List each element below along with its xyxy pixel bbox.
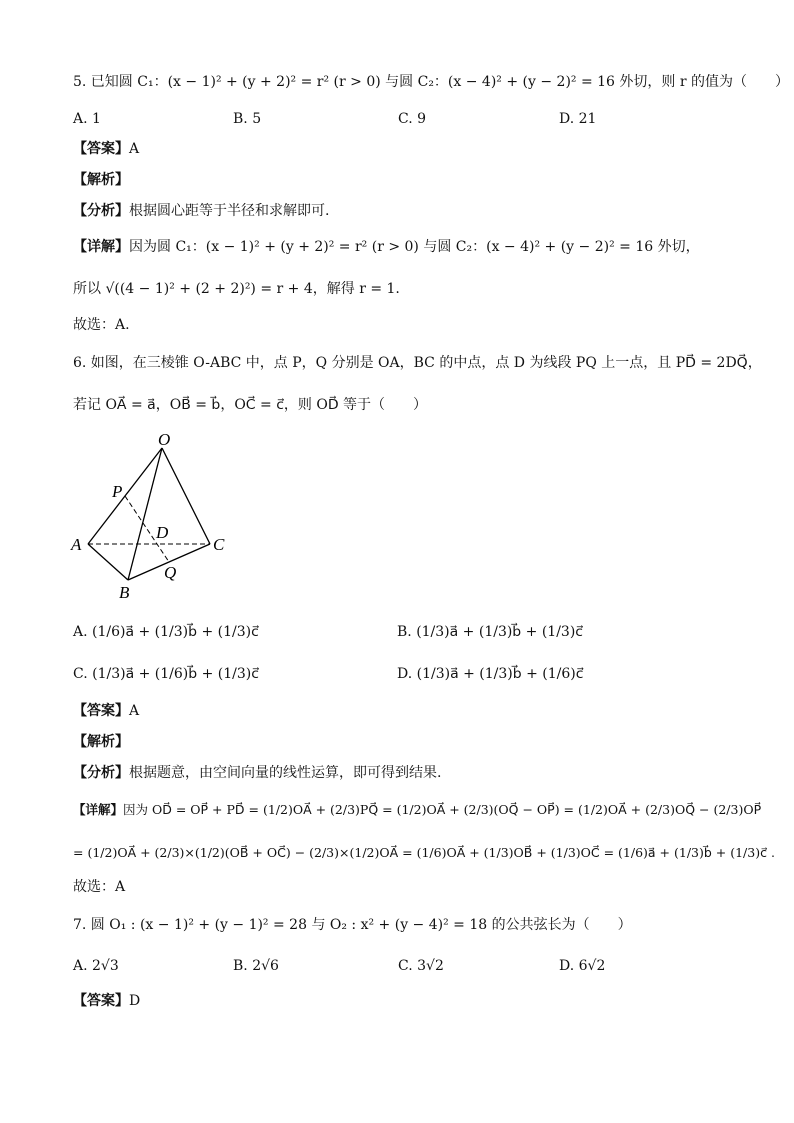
answer-tag: 【答案】 xyxy=(73,141,129,157)
q5-option-c: C. 9 xyxy=(398,111,427,127)
q6-fenxi-line xyxy=(73,763,441,783)
q5-stem: 5. 已知圆 C₁：(x − 1)² + (y + 2)² = r² (r > 0) 与圆 C₂：(x − 4)² + (y − 2)² = 16 外切，则 r 的值为（ ） xyxy=(73,74,790,90)
q6-option-a: A. (1/6)a⃗ + (1/3)b⃗ + (1/3)c⃗ xyxy=(73,624,259,640)
q5-fenxi-line xyxy=(73,201,329,221)
edge-ab xyxy=(88,544,128,580)
q7-option-b: B. 2√6 xyxy=(233,958,279,974)
q5-detail-line-1 xyxy=(73,237,700,257)
q5-answer: A xyxy=(129,141,140,157)
label-p: P xyxy=(112,482,123,501)
q6-option-d: D. (1/3)a⃗ + (1/3)b⃗ + (1/6)c⃗ xyxy=(397,666,584,682)
label-d: D xyxy=(156,523,169,542)
edge-ob xyxy=(128,448,162,580)
q6-option-b: B. (1/3)a⃗ + (1/3)b⃗ + (1/3)c⃗ xyxy=(397,624,583,640)
detail-tag: 【详解】 xyxy=(73,802,124,817)
detail-tag: 【详解】 xyxy=(73,239,129,255)
q5-answer-line xyxy=(73,139,139,159)
q5-option-a: A. 1 xyxy=(73,111,101,127)
q6-analysis-tag: 【解析】 xyxy=(73,734,129,750)
q6-answer-line xyxy=(73,701,139,721)
q7-answer-line xyxy=(73,991,140,1011)
fenxi-tag: 【分析】 xyxy=(73,203,129,219)
label-b: B xyxy=(119,583,130,602)
q5-detail-1: 因为圆 C₁：(x − 1)² + (y + 2)² = r² (r > 0) 与圆 C₂：(x − 4)² + (y − 2)² = 16 外切， xyxy=(129,239,700,255)
answer-tag: 【答案】 xyxy=(73,993,129,1009)
q5-detail-line-2: 所以 √((4 − 1)² + (2 + 2)²) = r + 4，解得 r = 1. xyxy=(73,281,400,297)
q6-detail-1: 因为 OD⃗ = OP⃗ + PD⃗ = (1/2)OA⃗ + (2/3)PQ⃗ = (1/2)OA⃗ + (2/3)(OQ⃗ − OP⃗) = (1/2)OA⃗ + (2/3)OQ⃗ − (2/3)OP⃗ xyxy=(123,802,762,817)
q7-option-a: A. 2√3 xyxy=(73,958,119,974)
q7-option-c: C. 3√2 xyxy=(398,958,444,974)
q6-fenxi: 根据题意，由空间向量的线性运算，即可得到结果. xyxy=(129,765,442,781)
q6-stem-1: 6. 如图，在三棱锥 O-ABC 中，点 P，Q 分别是 OA，BC 的中点，点 D 为线段 PQ 上一点，且 PD⃗ = 2DQ⃗， xyxy=(73,355,762,371)
q6-stem-2: 若记 OA⃗ = a⃗，OB⃗ = b⃗，OC⃗ = c⃗，则 OD⃗ 等于（ ） xyxy=(73,397,428,413)
q6-answer: A xyxy=(129,703,140,719)
q6-option-c: C. (1/3)a⃗ + (1/6)b⃗ + (1/3)c⃗ xyxy=(73,666,259,682)
label-o: O xyxy=(158,430,171,449)
fenxi-tag: 【分析】 xyxy=(73,765,129,781)
q5-option-b: B. 5 xyxy=(233,111,262,127)
q5-fenxi: 根据圆心距等于半径和求解即可. xyxy=(129,203,330,219)
q6-conclusion: 故选：A xyxy=(73,879,126,895)
label-q: Q xyxy=(164,563,177,582)
answer-tag: 【答案】 xyxy=(73,703,129,719)
q7-stem: 7. 圆 O₁ : (x − 1)² + (y − 1)² = 28 与 O₂ : x² + (y − 4)² = 18 的公共弦长为（ ） xyxy=(73,917,632,933)
q5-conclusion: 故选：A. xyxy=(73,317,130,333)
q7-option-d: D. 6√2 xyxy=(559,958,606,974)
label-a: A xyxy=(71,535,82,554)
q5-option-d: D. 21 xyxy=(559,111,597,127)
q6-detail-line-1 xyxy=(73,800,761,820)
edge-oc xyxy=(162,448,210,544)
q6-detail-line-2: = (1/2)OA⃗ + (2/3)×(1/2)(OB⃗ + OC⃗) − (2/3)×(1/2)OA⃗ = (1/6)OA⃗ + (1/3)OB⃗ + (1/3)OC⃗ = (1/6)a⃗ + (1/3)b⃗ + (1/3)c⃗ . xyxy=(73,845,775,860)
q7-answer: D xyxy=(129,993,141,1009)
q5-analysis-tag: 【解析】 xyxy=(73,172,129,188)
tetrahedron-figure xyxy=(66,430,236,605)
label-c: C xyxy=(213,535,225,554)
